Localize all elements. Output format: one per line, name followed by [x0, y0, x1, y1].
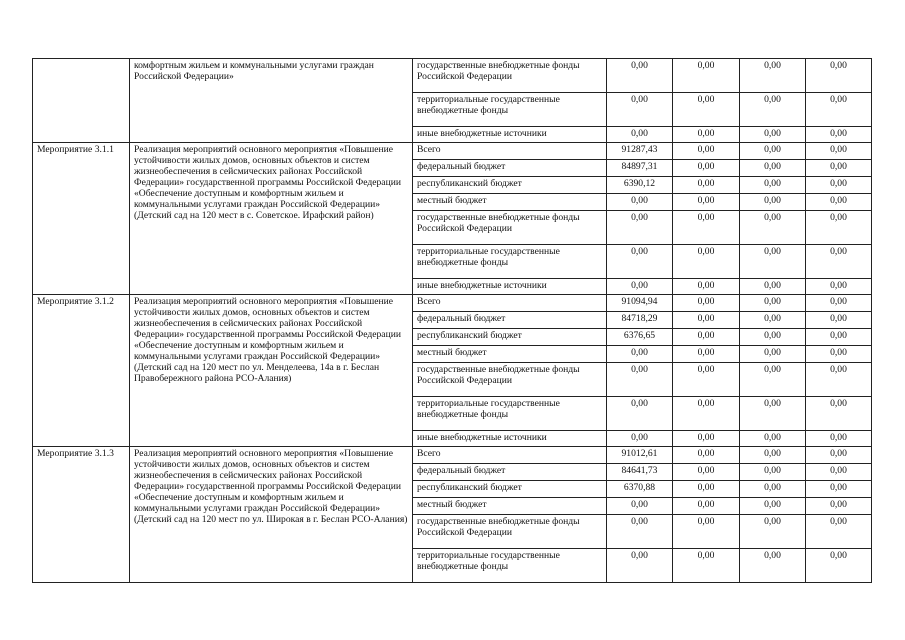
funding-source-cell: федеральный бюджет — [413, 160, 607, 177]
amount-cell-total: 0,00 — [607, 59, 673, 93]
amount-cell-y1: 0,00 — [673, 346, 740, 363]
amount-cell-y3: 0,00 — [806, 447, 872, 464]
amount-cell-y3: 0,00 — [806, 431, 872, 447]
table-body — [33, 59, 872, 583]
amount-cell-y2: 0,00 — [740, 431, 806, 447]
amount-cell-y1: 0,00 — [673, 143, 740, 160]
amount-cell-y1: 0,00 — [673, 177, 740, 194]
amount-cell-y1: 0,00 — [673, 59, 740, 93]
amount-cell-y3: 0,00 — [806, 143, 872, 160]
description-cell: Реализация мероприятий основного мероприятия «Повышение устойчивости жилых домов, основных объектов и систем жизнеобеспечения в сейсмических районах Российской Федерации» государственной программы Российской Федерации «Обеспечение доступным и комфортным жильем и коммунальными услугами граждан Российской Федерации» (Детский сад на 120 мест по ул. Широкая в г. Беслан РСО-Алания) — [130, 447, 413, 583]
amount-cell-y3: 0,00 — [806, 245, 872, 279]
funding-source-cell: государственные внебюджетные фонды Российской Федерации — [413, 211, 607, 245]
funding-source-cell: местный бюджет — [413, 346, 607, 363]
funding-source-cell: иные внебюджетные источники — [413, 279, 607, 295]
amount-cell-y2: 0,00 — [740, 93, 806, 127]
table-row — [33, 59, 872, 93]
funding-source-cell: территориальные государственные внебюджетные фонды — [413, 245, 607, 279]
amount-cell-y1: 0,00 — [673, 93, 740, 127]
event-cell: Мероприятие 3.1.3 — [33, 447, 130, 583]
funding-source-cell: Всего — [413, 295, 607, 312]
amount-cell-y1: 0,00 — [673, 481, 740, 498]
amount-cell-total: 0,00 — [607, 245, 673, 279]
funding-source-cell: Всего — [413, 143, 607, 160]
amount-cell-y1: 0,00 — [673, 397, 740, 431]
amount-cell-y1: 0,00 — [673, 447, 740, 464]
event-cell: Мероприятие 3.1.2 — [33, 295, 130, 447]
funding-source-cell: государственные внебюджетные фонды Российской Федерации — [413, 363, 607, 397]
amount-cell-y2: 0,00 — [740, 397, 806, 431]
amount-cell-y2: 0,00 — [740, 194, 806, 211]
amount-cell-y2: 0,00 — [740, 498, 806, 515]
amount-cell-y3: 0,00 — [806, 329, 872, 346]
description-cell: комфортным жильем и коммунальными услугами граждан Российской Федерации» — [130, 59, 413, 143]
amount-cell-y2: 0,00 — [740, 127, 806, 143]
amount-cell-y2: 0,00 — [740, 177, 806, 194]
amount-cell-y1: 0,00 — [673, 279, 740, 295]
amount-cell-total: 0,00 — [607, 549, 673, 583]
amount-cell-y2: 0,00 — [740, 346, 806, 363]
amount-cell-y1: 0,00 — [673, 211, 740, 245]
amount-cell-y1: 0,00 — [673, 160, 740, 177]
amount-cell-y2: 0,00 — [740, 481, 806, 498]
amount-cell-y3: 0,00 — [806, 279, 872, 295]
amount-cell-y1: 0,00 — [673, 515, 740, 549]
amount-cell-y2: 0,00 — [740, 363, 806, 397]
amount-cell-total: 6390,12 — [607, 177, 673, 194]
amount-cell-y1: 0,00 — [673, 194, 740, 211]
amount-cell-total: 0,00 — [607, 279, 673, 295]
amount-cell-y2: 0,00 — [740, 447, 806, 464]
amount-cell-total: 84897,31 — [607, 160, 673, 177]
funding-table — [32, 58, 872, 583]
amount-cell-y2: 0,00 — [740, 515, 806, 549]
amount-cell-y2: 0,00 — [740, 549, 806, 583]
table-row — [33, 143, 872, 160]
amount-cell-total: 0,00 — [607, 363, 673, 397]
amount-cell-y3: 0,00 — [806, 346, 872, 363]
description-cell: Реализация мероприятий основного мероприятия «Повышение устойчивости жилых домов, основных объектов и систем жизнеобеспечения в сейсмических районах Российской Федерации» государственной программы Российской Федерации «Обеспечение доступным и комфортным жильем и коммунальными услугами граждан Российской Федерации» (Детский сад на 120 мест в с. Советское. Ирафский район) — [130, 143, 413, 295]
amount-cell-total: 0,00 — [607, 93, 673, 127]
amount-cell-y3: 0,00 — [806, 177, 872, 194]
amount-cell-total: 0,00 — [607, 127, 673, 143]
amount-cell-y2: 0,00 — [740, 59, 806, 93]
amount-cell-total: 91287,43 — [607, 143, 673, 160]
amount-cell-y3: 0,00 — [806, 127, 872, 143]
description-cell: Реализация мероприятий основного мероприятия «Повышение устойчивости жилых домов, основных объектов и систем жизнеобеспечения в сейсмических районах Российской Федерации» государственной программы Российской Федерации «Обеспечение доступным и комфортным жильем и коммунальными услугами граждан Российской Федерации» (Детский сад на 120 мест по ул. Менделеева, 14а в г. Беслан Правобережного района РСО-Алания) — [130, 295, 413, 447]
amount-cell-total: 0,00 — [607, 211, 673, 245]
amount-cell-y2: 0,00 — [740, 143, 806, 160]
amount-cell-y1: 0,00 — [673, 312, 740, 329]
amount-cell-total: 0,00 — [607, 346, 673, 363]
amount-cell-y3: 0,00 — [806, 59, 872, 93]
amount-cell-y1: 0,00 — [673, 245, 740, 279]
amount-cell-total: 84641,73 — [607, 464, 673, 481]
amount-cell-total: 6376,65 — [607, 329, 673, 346]
amount-cell-y3: 0,00 — [806, 481, 872, 498]
funding-source-cell: местный бюджет — [413, 498, 607, 515]
amount-cell-total: 0,00 — [607, 431, 673, 447]
amount-cell-y3: 0,00 — [806, 549, 872, 583]
funding-source-cell: государственные внебюджетные фонды Российской Федерации — [413, 515, 607, 549]
amount-cell-total: 91094,94 — [607, 295, 673, 312]
funding-source-cell: республиканский бюджет — [413, 329, 607, 346]
amount-cell-total: 0,00 — [607, 498, 673, 515]
funding-source-cell: государственные внебюджетные фонды Российской Федерации — [413, 59, 607, 93]
amount-cell-total: 0,00 — [607, 397, 673, 431]
amount-cell-total: 84718,29 — [607, 312, 673, 329]
amount-cell-y2: 0,00 — [740, 279, 806, 295]
funding-source-cell: иные внебюджетные источники — [413, 431, 607, 447]
amount-cell-y2: 0,00 — [740, 329, 806, 346]
amount-cell-y1: 0,00 — [673, 329, 740, 346]
funding-source-cell: республиканский бюджет — [413, 481, 607, 498]
amount-cell-total: 0,00 — [607, 194, 673, 211]
event-cell — [33, 59, 130, 143]
funding-source-cell: территориальные государственные внебюджетные фонды — [413, 93, 607, 127]
event-cell: Мероприятие 3.1.1 — [33, 143, 130, 295]
amount-cell-total: 91012,61 — [607, 447, 673, 464]
funding-source-cell: территориальные государственные внебюджетные фонды — [413, 397, 607, 431]
amount-cell-y3: 0,00 — [806, 194, 872, 211]
amount-cell-y1: 0,00 — [673, 295, 740, 312]
amount-cell-y1: 0,00 — [673, 498, 740, 515]
amount-cell-y3: 0,00 — [806, 160, 872, 177]
amount-cell-y1: 0,00 — [673, 363, 740, 397]
amount-cell-y3: 0,00 — [806, 515, 872, 549]
funding-source-cell: федеральный бюджет — [413, 464, 607, 481]
amount-cell-y2: 0,00 — [740, 312, 806, 329]
amount-cell-y1: 0,00 — [673, 549, 740, 583]
amount-cell-y3: 0,00 — [806, 397, 872, 431]
amount-cell-y2: 0,00 — [740, 245, 806, 279]
funding-source-cell: местный бюджет — [413, 194, 607, 211]
amount-cell-y1: 0,00 — [673, 127, 740, 143]
amount-cell-y3: 0,00 — [806, 312, 872, 329]
amount-cell-y3: 0,00 — [806, 498, 872, 515]
amount-cell-y2: 0,00 — [740, 160, 806, 177]
amount-cell-y1: 0,00 — [673, 464, 740, 481]
amount-cell-y2: 0,00 — [740, 295, 806, 312]
amount-cell-y3: 0,00 — [806, 464, 872, 481]
funding-source-cell: федеральный бюджет — [413, 312, 607, 329]
amount-cell-y3: 0,00 — [806, 93, 872, 127]
amount-cell-y2: 0,00 — [740, 464, 806, 481]
amount-cell-total: 6370,88 — [607, 481, 673, 498]
funding-source-cell: территориальные государственные внебюджетные фонды — [413, 549, 607, 583]
funding-source-cell: Всего — [413, 447, 607, 464]
amount-cell-y3: 0,00 — [806, 295, 872, 312]
table-row — [33, 447, 872, 464]
amount-cell-y3: 0,00 — [806, 211, 872, 245]
amount-cell-y3: 0,00 — [806, 363, 872, 397]
amount-cell-y2: 0,00 — [740, 211, 806, 245]
funding-source-cell: республиканский бюджет — [413, 177, 607, 194]
amount-cell-total: 0,00 — [607, 515, 673, 549]
funding-source-cell: иные внебюджетные источники — [413, 127, 607, 143]
amount-cell-y1: 0,00 — [673, 431, 740, 447]
table-row — [33, 295, 872, 312]
